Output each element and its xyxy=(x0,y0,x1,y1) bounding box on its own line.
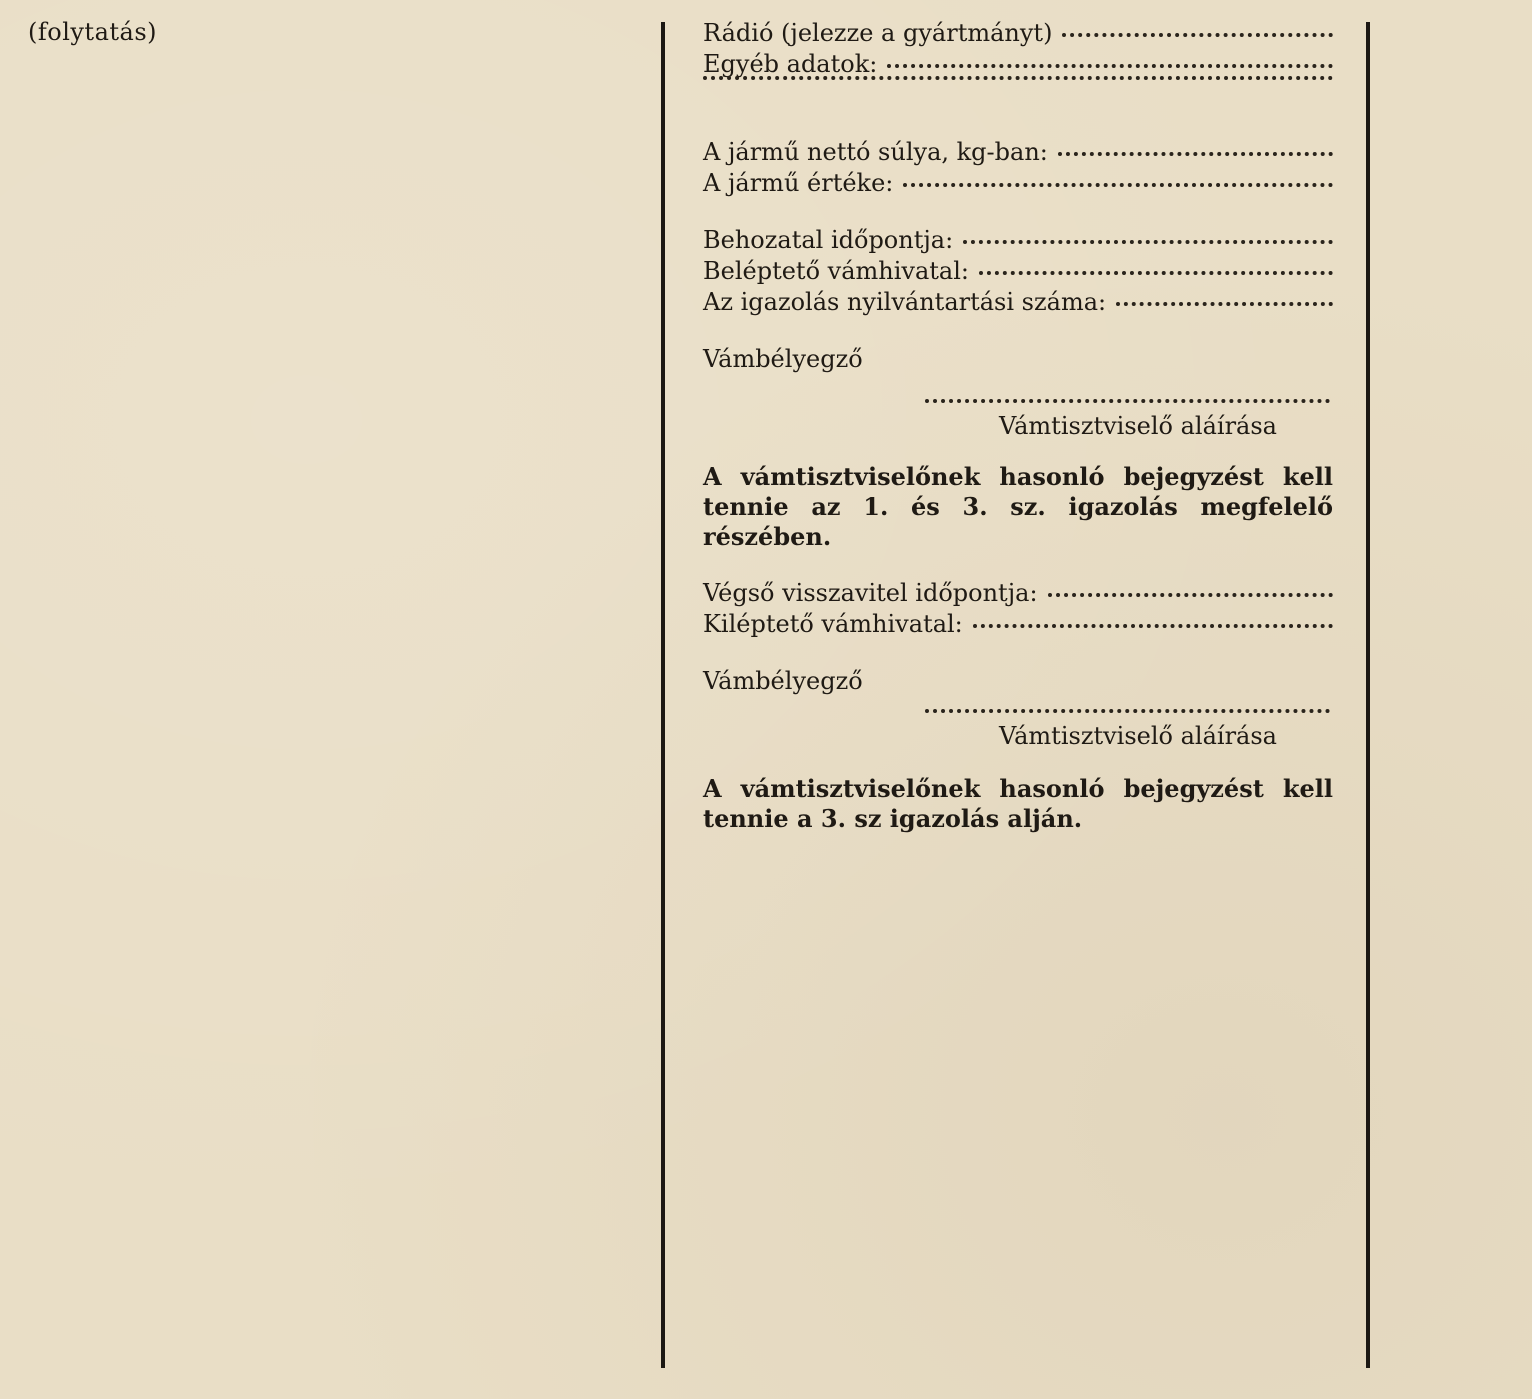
customs-stamp-label-2: Vámbélyegző xyxy=(703,667,863,695)
fill-in-line xyxy=(973,624,1333,628)
signature-line-2 xyxy=(925,709,1330,713)
field-exit-office xyxy=(703,609,1333,640)
fill-in-line xyxy=(703,76,1333,80)
field-label: Rádió (jelezze a gyártmányt) xyxy=(703,19,1053,47)
field-registration-number xyxy=(703,287,1333,318)
field-final-return-date xyxy=(703,578,1333,609)
field-label: Kiléptető vámhivatal: xyxy=(703,610,963,638)
field-radio xyxy=(703,18,1333,49)
instruction-note-1: A vámtisztviselőnek hasonló bejegyzést kell tennie az 1. és 3. sz. igazolás megfelelő részében. xyxy=(703,462,1333,551)
customs-stamp-label-1: Vámbélyegző xyxy=(703,345,863,373)
field-label: A jármű értéke: xyxy=(703,169,894,197)
fill-in-line xyxy=(1058,152,1333,156)
fill-in-line xyxy=(1062,33,1333,37)
fill-in-line xyxy=(903,183,1333,187)
field-label: Végső visszavitel időpontja: xyxy=(703,579,1038,607)
field-entry-office xyxy=(703,256,1333,287)
field-label: A jármű nettó súlya, kg-ban: xyxy=(703,138,1048,166)
fill-in-line xyxy=(887,64,1333,68)
signature-line-1 xyxy=(925,399,1330,403)
signature-label-1: Vámtisztviselő aláírása xyxy=(998,412,1277,440)
form-column xyxy=(703,18,1333,834)
field-vehicle-value xyxy=(703,168,1333,199)
field-label: Az igazolás nyilvántartási száma: xyxy=(703,288,1107,316)
fill-in-line xyxy=(963,240,1333,244)
column-rule-left xyxy=(661,22,665,1368)
signature-label-2: Vámtisztviselő aláírása xyxy=(998,722,1277,750)
field-import-date xyxy=(703,225,1333,256)
field-net-weight xyxy=(703,137,1333,168)
field-label: Egyéb adatok: xyxy=(703,50,878,78)
field-label: Behozatal időpontja: xyxy=(703,226,954,254)
column-rule-right xyxy=(1366,22,1370,1368)
field-other-data-continuation xyxy=(703,80,1333,111)
instruction-note-2: A vámtisztviselőnek hasonló bejegyzést kell tennie a 3. sz igazolás alján. xyxy=(703,774,1333,833)
continued-label: (folytatás) xyxy=(28,18,158,46)
field-label: Beléptető vámhivatal: xyxy=(703,257,969,285)
fill-in-line xyxy=(1116,302,1333,306)
fill-in-line xyxy=(979,271,1333,275)
fill-in-line xyxy=(1048,593,1333,597)
